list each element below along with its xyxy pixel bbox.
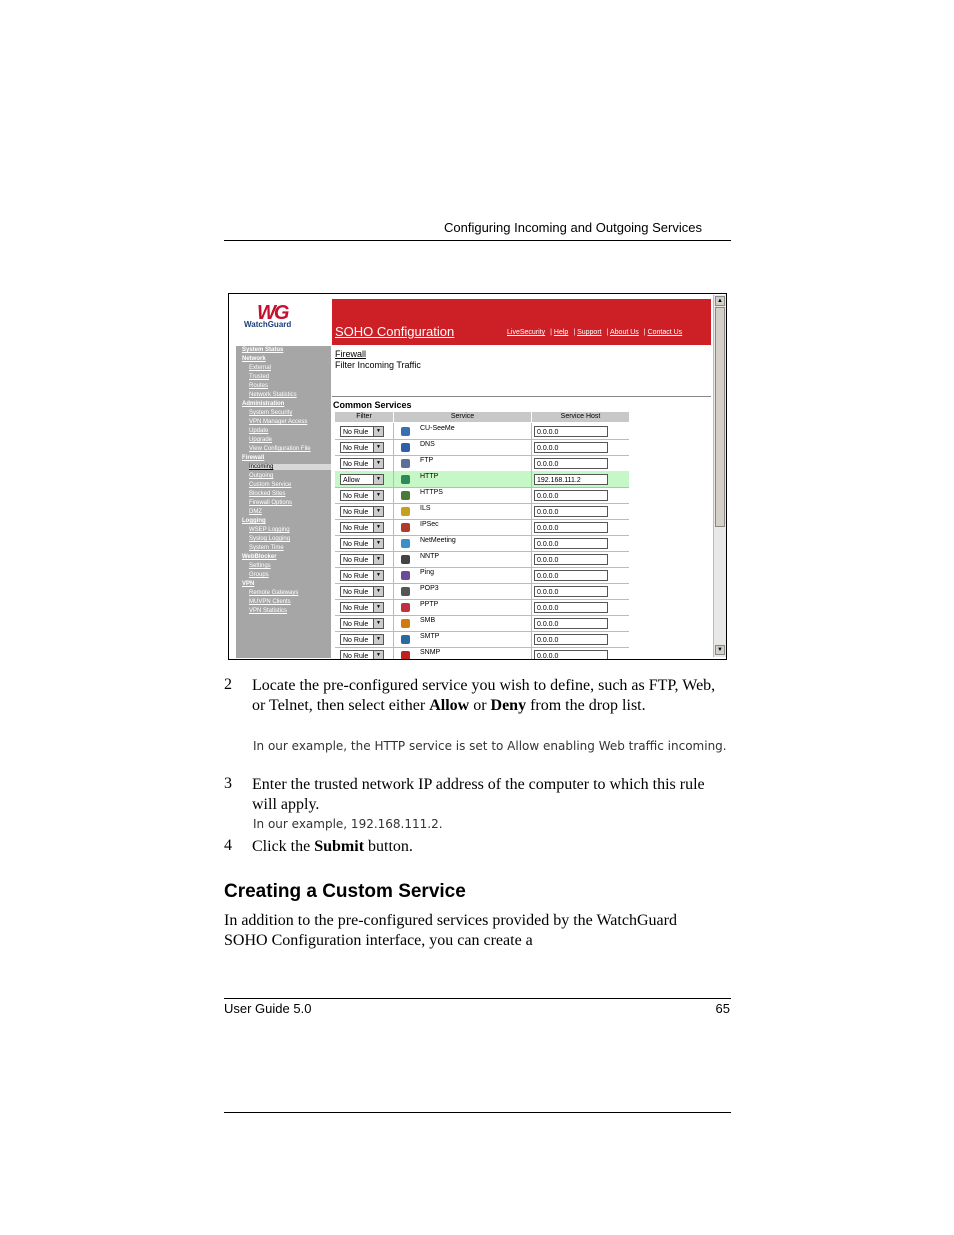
- table-row: [335, 631, 629, 647]
- service-cell: [394, 567, 532, 584]
- sidebar-item-remote-gateways[interactable]: Remote Gateways: [249, 590, 299, 596]
- banner-link-support[interactable]: Support: [577, 329, 602, 336]
- chevron-down-icon[interactable]: ▼: [373, 587, 383, 596]
- service-cell: [394, 551, 532, 568]
- sidebar-item-muvpn-clients[interactable]: MUVPN Clients: [249, 599, 291, 605]
- banner-link-about-us[interactable]: About Us: [610, 329, 639, 336]
- watchguard-logo-mark: WG: [257, 302, 288, 324]
- service-name: NNTP: [420, 553, 440, 560]
- chevron-down-icon[interactable]: ▼: [373, 443, 383, 452]
- table-row: [335, 439, 629, 455]
- ftp-icon: [401, 459, 410, 468]
- filter-select-value: No Rule: [343, 461, 369, 468]
- http-icon: [401, 475, 410, 484]
- pop3-icon: [401, 587, 410, 596]
- pptp-icon: [401, 603, 410, 612]
- step-4-text-pre: Click the: [252, 838, 315, 855]
- sidebar-item-blocked-sites[interactable]: Blocked Sites: [249, 491, 286, 497]
- step-2-deny: Deny: [490, 697, 527, 714]
- sidebar-item-vpn-statistics[interactable]: VPN Statistics: [249, 608, 288, 614]
- table-row: [335, 423, 629, 439]
- chevron-down-icon[interactable]: ▼: [373, 555, 383, 564]
- service-host-input[interactable]: 0.0.0.0: [534, 554, 608, 565]
- step-4-submit: Submit: [314, 838, 365, 855]
- netmeeting-icon: [401, 539, 410, 548]
- cuseeme-icon: [401, 427, 410, 436]
- step-2-allow: Allow: [429, 697, 470, 714]
- smtp-icon: [401, 635, 410, 644]
- sidebar-item-dmz[interactable]: DMZ: [249, 509, 262, 515]
- sidebar-item-custom-service[interactable]: Custom Service: [249, 482, 292, 488]
- service-host-input[interactable]: 0.0.0.0: [534, 442, 608, 453]
- banner-title[interactable]: SOHO Configuration: [335, 324, 455, 339]
- sidebar-item-trusted[interactable]: Trusted: [249, 374, 270, 380]
- filter-select[interactable]: [340, 586, 384, 597]
- filter-select-value: No Rule: [343, 621, 369, 628]
- filter-select[interactable]: [340, 634, 384, 645]
- chevron-down-icon[interactable]: ▼: [373, 475, 383, 484]
- sidebar-item-settings[interactable]: Settings: [249, 563, 271, 569]
- step-2-text-post: from the drop list.: [526, 697, 646, 714]
- service-cell: [394, 423, 532, 440]
- service-name: POP3: [420, 585, 439, 592]
- service-name: SNMP: [420, 649, 441, 656]
- service-host-input[interactable]: 0.0.0.0: [534, 602, 608, 613]
- scroll-up-icon[interactable]: ▲: [715, 296, 725, 306]
- service-name: DNS: [420, 441, 435, 448]
- service-name: PPTP: [420, 601, 439, 608]
- chevron-down-icon[interactable]: ▼: [373, 635, 383, 644]
- step-3-text: Enter the trusted network IP address of the computer to which this rule will apply.: [252, 776, 705, 813]
- table-row: [335, 503, 629, 519]
- smb-icon: [401, 619, 410, 628]
- sidebar-item-syslog-logging[interactable]: Syslog Logging: [249, 536, 291, 542]
- dns-icon: [401, 443, 410, 452]
- filter-cell: [335, 583, 394, 600]
- service-name: Ping: [420, 569, 435, 576]
- sidebar-item-system-security[interactable]: System Security: [249, 410, 293, 416]
- table-row: [335, 471, 629, 487]
- table-row: [335, 455, 629, 471]
- service-cell: [394, 615, 532, 632]
- filter-select[interactable]: [340, 474, 384, 485]
- sidebar-item-groups[interactable]: Groups: [249, 572, 269, 578]
- step-3-number: 3: [224, 775, 232, 792]
- service-host-input[interactable]: 0.0.0.0: [534, 458, 608, 469]
- nntp-icon: [401, 555, 410, 564]
- sidebar-item-network[interactable]: Network: [242, 356, 266, 362]
- sidebar-item-firewall-options[interactable]: Firewall Options: [249, 500, 293, 506]
- host-cell: [532, 519, 629, 536]
- filter-select[interactable]: [340, 490, 384, 501]
- banner-link-help[interactable]: Help: [553, 329, 569, 336]
- sidebar-item-view-configuration-file[interactable]: View Configuration File: [249, 446, 311, 452]
- filter-cell: [335, 423, 394, 440]
- step-3-note: In our example, 192.168.111.2.: [253, 817, 443, 831]
- banner-link-livesecurity[interactable]: LiveSecurity: [507, 329, 546, 336]
- bottom-rule: [224, 1112, 731, 1113]
- step-2-text-mid: or: [469, 697, 491, 714]
- step-2-text-pre: Locate the pre-configured service you wish to define, such as FTP, Web, or Telnet, then select either: [252, 677, 716, 714]
- filter-select[interactable]: [340, 570, 384, 581]
- filter-select[interactable]: [340, 458, 384, 469]
- table-row: [335, 647, 629, 660]
- sidebar-item-administration[interactable]: Administration: [242, 401, 285, 407]
- filter-cell: [335, 599, 394, 616]
- scroll-down-icon[interactable]: ▼: [715, 645, 725, 655]
- sidebar-item-upgrade[interactable]: Upgrade: [249, 437, 273, 443]
- filter-select-value: No Rule: [343, 637, 369, 644]
- service-host-input[interactable]: 0.0.0.0: [534, 586, 608, 597]
- snmp-icon: [401, 651, 410, 660]
- filter-select[interactable]: [340, 602, 384, 613]
- filter-cell: [335, 471, 394, 488]
- service-name: CU-SeeMe: [420, 425, 455, 432]
- service-cell: [394, 519, 532, 536]
- service-cell: [394, 471, 532, 488]
- sidebar-item-webblocker[interactable]: WebBlocker: [242, 554, 277, 560]
- watchguard-logo: [229, 294, 332, 346]
- ipsec-key-icon: [401, 523, 410, 532]
- filter-select[interactable]: [340, 426, 384, 437]
- host-cell: [532, 439, 629, 456]
- service-name: ILS: [420, 505, 431, 512]
- breadcrumb-firewall-link[interactable]: Firewall: [335, 349, 367, 359]
- table-row: [335, 599, 629, 615]
- filter-cell: [335, 615, 394, 632]
- host-cell: [532, 455, 629, 472]
- host-cell: [532, 503, 629, 520]
- filter-select[interactable]: [340, 554, 384, 565]
- sidebar-item-routes[interactable]: Routes: [249, 383, 269, 389]
- header-service-host: Service Host: [532, 412, 629, 422]
- filter-select-value: No Rule: [343, 653, 369, 660]
- host-cell: [532, 535, 629, 552]
- filter-select[interactable]: [340, 506, 384, 517]
- table-row: [335, 615, 629, 631]
- banner-links: LiveSecurity | Help | Support | About Us | Contact Us: [507, 329, 683, 336]
- service-cell: [394, 439, 532, 456]
- sidebar-item-logging[interactable]: Logging: [242, 518, 266, 524]
- filter-cell: [335, 567, 394, 584]
- common-services-title: Common Services: [333, 400, 412, 410]
- service-cell: [394, 631, 532, 648]
- header-filter: Filter: [335, 412, 393, 422]
- sidebar-nav: [236, 346, 331, 658]
- filter-cell: [335, 455, 394, 472]
- filter-select-value: No Rule: [343, 541, 369, 548]
- host-cell: [532, 599, 629, 616]
- filter-select[interactable]: [340, 442, 384, 453]
- service-name: SMB: [420, 617, 436, 624]
- step-2-number: 2: [224, 676, 232, 693]
- filter-cell: [335, 631, 394, 648]
- chevron-down-icon[interactable]: ▼: [373, 459, 383, 468]
- sidebar-item-system-time[interactable]: System Time: [249, 545, 284, 551]
- content-divider: [332, 396, 711, 397]
- filter-select-value: No Rule: [343, 493, 369, 500]
- service-name: HTTP: [420, 473, 439, 480]
- filter-select[interactable]: [340, 538, 384, 549]
- service-host-input[interactable]: 0.0.0.0: [534, 634, 608, 645]
- filter-cell: [335, 519, 394, 536]
- step-2-text: [252, 676, 730, 716]
- filter-select-value: No Rule: [343, 605, 369, 612]
- sidebar-item-vpn[interactable]: VPN: [242, 581, 255, 587]
- filter-select-value: No Rule: [343, 445, 369, 452]
- chevron-down-icon[interactable]: ▼: [373, 619, 383, 628]
- host-cell: [532, 567, 629, 584]
- sidebar-item-outgoing[interactable]: Outgoing: [249, 473, 274, 479]
- filter-select-value: No Rule: [343, 589, 369, 596]
- sidebar-item-update[interactable]: Update: [249, 428, 269, 434]
- ils-icon: [401, 507, 410, 516]
- service-cell: [394, 647, 532, 660]
- step-2-note: In our example, the HTTP service is set to Allow enabling Web traffic incoming.: [253, 739, 727, 753]
- chevron-down-icon[interactable]: ▼: [373, 539, 383, 548]
- filter-cell: [335, 439, 394, 456]
- table-row: [335, 567, 629, 583]
- service-host-input[interactable]: 0.0.0.0: [534, 650, 608, 660]
- service-name: FTP: [420, 457, 434, 464]
- filter-select-value: Allow: [343, 477, 360, 484]
- service-name: NetMeeting: [420, 537, 456, 544]
- sidebar-item-system-status[interactable]: System Status: [242, 347, 284, 353]
- vertical-scrollbar[interactable]: [713, 295, 726, 657]
- page-number: 65: [715, 1001, 730, 1016]
- watchguard-logo-text: WatchGuard: [244, 320, 292, 329]
- service-host-input[interactable]: 0.0.0.0: [534, 522, 608, 533]
- service-host-input[interactable]: 0.0.0.0: [534, 490, 608, 501]
- scroll-thumb[interactable]: [715, 307, 725, 527]
- sidebar-item-network-statistics[interactable]: Network Statistics: [249, 392, 297, 398]
- service-host-input[interactable]: 0.0.0.0: [534, 506, 608, 517]
- step-4-number: 4: [224, 837, 232, 854]
- ping-icon: [401, 571, 410, 580]
- table-row: [335, 583, 629, 599]
- host-cell: [532, 487, 629, 504]
- host-cell: [532, 647, 629, 660]
- filter-cell: [335, 503, 394, 520]
- sidebar-item-incoming[interactable]: Incoming: [249, 464, 331, 470]
- footer-guide-title: User Guide 5.0: [224, 1001, 312, 1016]
- filter-select-value: No Rule: [343, 525, 369, 532]
- service-cell: [394, 503, 532, 520]
- host-cell: [532, 471, 629, 488]
- service-host-input[interactable]: 0.0.0.0: [534, 538, 608, 549]
- filter-select[interactable]: [340, 522, 384, 533]
- filter-select-value: No Rule: [343, 557, 369, 564]
- filter-cell: [335, 551, 394, 568]
- filter-select[interactable]: [340, 650, 384, 660]
- host-cell: [532, 423, 629, 440]
- service-cell: [394, 487, 532, 504]
- table-row: [335, 487, 629, 503]
- header-rule: [224, 240, 731, 241]
- filter-cell: [335, 647, 394, 660]
- sidebar-item-wsep-logging[interactable]: WSEP Logging: [249, 527, 290, 533]
- table-row: [335, 535, 629, 551]
- service-cell: [394, 535, 532, 552]
- chevron-down-icon[interactable]: ▼: [373, 507, 383, 516]
- soho-config-screenshot: [228, 293, 727, 660]
- host-cell: [532, 615, 629, 632]
- service-host-input[interactable]: 0.0.0.0: [534, 618, 608, 629]
- sidebar-item-firewall[interactable]: Firewall: [242, 455, 265, 461]
- table-row: [335, 551, 629, 567]
- chevron-down-icon[interactable]: ▼: [373, 651, 383, 660]
- banner: [332, 299, 711, 345]
- host-cell: [532, 631, 629, 648]
- service-host-input[interactable]: 192.168.111.2: [534, 474, 608, 485]
- banner-link-contact-us[interactable]: Contact Us: [647, 329, 683, 336]
- host-cell: [532, 551, 629, 568]
- chevron-down-icon[interactable]: ▼: [373, 427, 383, 436]
- sidebar-item-vpn-manager-access[interactable]: VPN Manager Access: [249, 419, 308, 425]
- service-host-input[interactable]: 0.0.0.0: [534, 426, 608, 437]
- filter-select-value: No Rule: [343, 429, 369, 436]
- service-name: HTTPS: [420, 489, 443, 496]
- filter-select-value: No Rule: [343, 509, 369, 516]
- section-title: Creating a Custom Service: [224, 881, 466, 902]
- page-subtitle: Filter Incoming Traffic: [335, 360, 421, 370]
- service-cell: [394, 583, 532, 600]
- footer-rule: [224, 998, 731, 999]
- chevron-down-icon[interactable]: ▼: [373, 523, 383, 532]
- service-name: IPSec: [420, 521, 439, 528]
- step-4-text-post: button.: [364, 838, 413, 855]
- service-cell: [394, 455, 532, 472]
- chevron-down-icon[interactable]: ▼: [373, 603, 383, 612]
- service-cell: [394, 599, 532, 616]
- table-row: [335, 519, 629, 535]
- chevron-down-icon[interactable]: ▼: [373, 571, 383, 580]
- sidebar-item-external[interactable]: External: [249, 365, 272, 371]
- running-header: Configuring Incoming and Outgoing Services: [444, 220, 702, 235]
- step-4-text: [252, 837, 730, 857]
- filter-cell: [335, 487, 394, 504]
- host-cell: [532, 583, 629, 600]
- filter-select-value: No Rule: [343, 573, 369, 580]
- chevron-down-icon[interactable]: ▼: [373, 491, 383, 500]
- service-name: SMTP: [420, 633, 440, 640]
- filter-cell: [335, 535, 394, 552]
- service-host-input[interactable]: 0.0.0.0: [534, 570, 608, 581]
- https-icon: [401, 491, 410, 500]
- section-paragraph: In addition to the pre-configured services provided by the WatchGuard SOHO Configuration interface, you can create a: [224, 912, 677, 949]
- filter-select[interactable]: [340, 618, 384, 629]
- header-service: Service: [394, 412, 531, 422]
